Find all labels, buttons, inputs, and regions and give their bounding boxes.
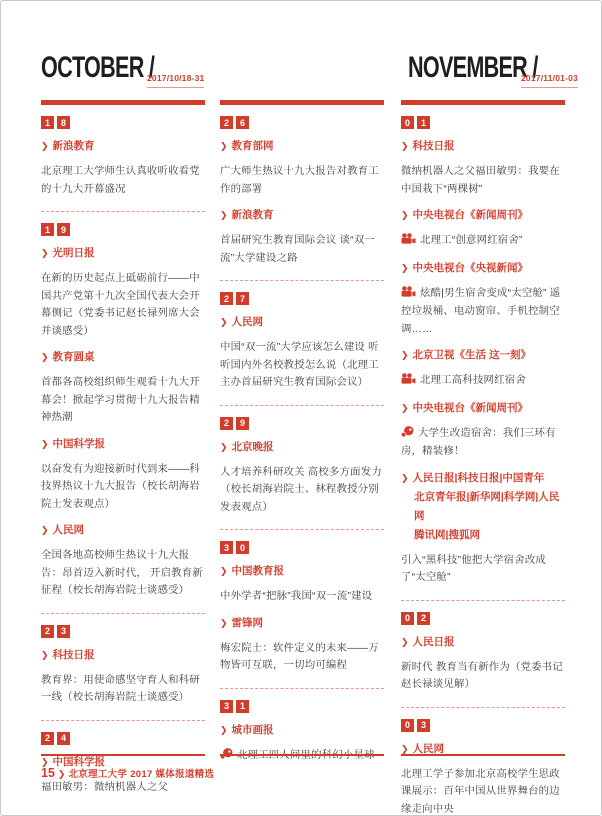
source-name: 科技日报 — [412, 140, 455, 152]
news-item — [41, 244, 205, 340]
item-headline — [401, 372, 565, 391]
month-title-november: NOVEMBER / — [408, 51, 538, 84]
footer-title: 北京理工大学 2017 媒体报道精选 — [68, 769, 215, 780]
item-headline — [401, 232, 565, 251]
chevron-icon: ❯ — [401, 350, 409, 360]
chevron-icon: ❯ — [220, 141, 228, 151]
date-digit: 3 — [57, 625, 70, 638]
source-name: 北京卫视《生活 这一刻》 — [412, 349, 531, 361]
item-headline — [220, 464, 384, 517]
source-line — [220, 617, 263, 629]
column-bottom-rule — [41, 754, 205, 756]
date-digit: 2 — [41, 625, 54, 638]
entry-group — [401, 612, 565, 708]
date-digit: 0 — [236, 541, 249, 554]
item-headline — [41, 547, 205, 600]
source-label — [41, 646, 205, 665]
date-badge — [220, 116, 384, 129]
column-content — [41, 116, 205, 809]
date-badge — [41, 625, 205, 638]
news-item — [41, 435, 205, 514]
entry-group — [41, 223, 205, 614]
date-badge — [401, 719, 565, 732]
item-headline — [220, 640, 384, 675]
news-item — [220, 137, 384, 198]
chevron-icon: ❯ — [220, 617, 228, 628]
news-item — [401, 346, 565, 391]
column-content — [401, 116, 565, 816]
date-digit: 2 — [41, 732, 54, 745]
chevron-icon: ❯ — [41, 756, 49, 767]
column-top-rule — [41, 100, 205, 105]
source-name: 人民网 — [231, 316, 264, 328]
headline-text: 新时代 教育当有新作为（党委书记赵长禄谈见解） — [401, 661, 563, 690]
item-headline — [401, 659, 565, 694]
source-label — [401, 399, 565, 418]
source-label — [41, 521, 205, 540]
headline-text: 在新的历史起点上砥砺前行——中国共产党第十九次全国代表大会开幕侧记（党委书记赵长禄列席大会并谈感受） — [41, 273, 200, 337]
source-line — [220, 441, 274, 453]
news-item — [41, 521, 205, 600]
item-headline — [220, 232, 384, 267]
chevron-icon: ❯ — [401, 402, 409, 413]
source-label — [401, 346, 565, 365]
chevron-icon: ❯ — [57, 769, 66, 779]
date-digit: 0 — [401, 719, 414, 732]
date-badge — [220, 700, 384, 713]
item-headline — [401, 552, 565, 587]
news-column-october-2 — [220, 100, 384, 778]
headline-text: 福田敏男：微纳机器人之父 — [41, 781, 169, 793]
item-headline — [401, 285, 565, 339]
news-item — [220, 614, 384, 675]
date-badge — [41, 116, 205, 129]
source-name: 人民日报|科技日报|中国青年 — [412, 471, 545, 484]
news-item — [41, 348, 205, 427]
chevron-icon: ❯ — [41, 525, 49, 535]
date-digit: 1 — [236, 700, 249, 713]
date-badge — [401, 612, 565, 625]
column-bottom-rule — [401, 754, 565, 756]
news-item — [401, 259, 565, 339]
source-label — [220, 206, 384, 225]
news-item — [220, 721, 384, 766]
source-line — [401, 472, 544, 484]
source-label — [401, 633, 565, 652]
source-name: 科技日报 — [52, 648, 95, 661]
chevron-icon: ❯ — [41, 248, 49, 258]
source-line — [220, 724, 274, 736]
news-item — [401, 740, 565, 816]
source-name: 教育部网 — [231, 140, 274, 152]
source-line — [401, 262, 528, 274]
source-line — [41, 247, 95, 259]
item-headline — [220, 339, 384, 392]
chevron-icon: ❯ — [401, 262, 409, 273]
source-name: 人民网 — [412, 742, 445, 755]
column-top-rule — [401, 100, 565, 105]
month-date-range-october: 2017/10/18-31 — [147, 73, 204, 88]
headline-text: 中外学者“把脉”我国“双一流”建设 — [220, 591, 373, 602]
item-headline — [401, 766, 565, 816]
date-badge — [41, 223, 205, 236]
source-label — [401, 469, 565, 545]
date-digit: 3 — [220, 700, 233, 713]
chat-bubble-icon — [220, 748, 233, 766]
item-headline — [401, 163, 565, 198]
date-digit: 7 — [236, 292, 249, 305]
source-name: 光明日报 — [52, 247, 95, 259]
news-item — [401, 206, 565, 251]
date-digit: 9 — [57, 223, 70, 236]
chevron-icon: ❯ — [41, 649, 49, 660]
date-digit: 1 — [41, 116, 54, 129]
headline-text: 首都各高校组织师生观看十九大开幕会！掀起学习贯彻十九大报告精神热潮 — [41, 377, 200, 423]
date-badge — [41, 732, 205, 745]
month-title-october: OCTOBER / — [41, 51, 155, 84]
source-line — [401, 402, 528, 414]
source-label — [220, 438, 384, 457]
source-line — [401, 209, 528, 221]
date-badge — [220, 292, 384, 305]
item-headline — [41, 163, 205, 198]
chevron-icon: ❯ — [220, 441, 228, 452]
entry-group — [220, 700, 384, 779]
entry-group — [220, 116, 384, 281]
source-label — [41, 435, 205, 454]
column-top-rule — [220, 100, 384, 105]
source-name: 中央电视台《新闻周刊》 — [412, 401, 529, 414]
source-label — [220, 614, 384, 633]
headline-text: 北京理工大学师生认真收听收看党的十九大开幕盛况 — [41, 166, 200, 195]
item-headline — [41, 374, 205, 427]
news-item — [220, 562, 384, 606]
source-name: 北京晚报 — [231, 440, 274, 453]
source-line — [41, 649, 95, 661]
source-name: 中央电视台《新闻周刊》 — [412, 209, 529, 221]
source-line — [41, 351, 95, 363]
page-number: 15 — [41, 766, 55, 780]
headline-text: 中国“双一流”大学应该怎么建设 听听国内外名校教授怎么说（北理工主办首届研究生教育国际会议） — [220, 342, 379, 388]
news-item — [401, 399, 565, 461]
source-line — [41, 524, 84, 536]
date-digit: 3 — [417, 719, 430, 732]
chevron-icon: ❯ — [401, 141, 409, 151]
headline-text: 广大师生热议十九大报告对教育工作的部署 — [220, 166, 379, 195]
video-camera-icon — [401, 373, 416, 391]
source-line — [41, 438, 105, 450]
source-name: 城市画报 — [231, 723, 274, 736]
source-name: 中央电视台《央视新闻》 — [412, 261, 529, 274]
item-headline — [401, 425, 565, 461]
source-line — [401, 743, 444, 755]
source-line — [41, 140, 95, 152]
chevron-icon: ❯ — [401, 210, 409, 220]
chevron-icon: ❯ — [220, 566, 228, 576]
chevron-icon: ❯ — [220, 317, 228, 327]
date-digit: 3 — [220, 541, 233, 554]
source-name: 人民网 — [52, 524, 85, 536]
chevron-icon: ❯ — [401, 743, 409, 754]
news-item — [41, 137, 205, 198]
item-headline — [220, 588, 384, 606]
item-headline — [41, 461, 205, 514]
chat-bubble-icon — [401, 426, 414, 444]
source-label — [220, 721, 384, 740]
source-name: 教育圆桌 — [52, 351, 95, 363]
source-label — [220, 313, 384, 332]
headline-text: 北理工学子参加北京高校学生思政课展示：百年中国从世界舞台的边缘走向中央 — [401, 768, 560, 815]
date-digit: 2 — [220, 292, 233, 305]
news-item — [220, 438, 384, 517]
source-line — [220, 316, 263, 328]
source-label — [220, 562, 384, 581]
headline-text: 全国各地高校师生热议十九大报告：昂首迈入新时代， 开启教育新征程（校长胡海岩院士谈感受） — [41, 550, 203, 596]
date-digit: 1 — [41, 223, 54, 236]
month-date-range-november: 2017/11/01-03 — [521, 73, 578, 88]
date-badge — [401, 116, 565, 129]
month-header-november — [408, 51, 588, 93]
source-label — [41, 244, 205, 263]
date-digit: 0 — [401, 116, 414, 129]
item-headline — [41, 270, 205, 340]
date-digit: 1 — [417, 116, 430, 129]
date-digit: 2 — [417, 612, 430, 625]
headline-text: 梅宏院士：软件定义的未来——万物皆可互联，一切均可编程 — [220, 642, 379, 671]
news-item — [220, 313, 384, 392]
entry-group — [401, 116, 565, 601]
entry-group — [41, 116, 205, 212]
date-digit: 9 — [236, 417, 249, 430]
video-camera-icon — [401, 233, 416, 251]
headline-text: 北理工“创意网红宿舍” — [420, 235, 523, 246]
source-label — [220, 137, 384, 156]
headline-text: 以奋发有为迎接新时代到来——科技界热议十九大报告（校长胡海岩院士发表观点） — [41, 463, 200, 510]
source-line — [401, 140, 455, 152]
source-name: 北京青年报|新华网|科学网|人民网 — [414, 490, 560, 522]
source-line — [401, 636, 455, 648]
month-header-october — [41, 51, 381, 93]
source-name: 新浪教育 — [231, 209, 274, 221]
source-line — [401, 349, 531, 361]
source-label — [401, 206, 565, 225]
chevron-icon: ❯ — [220, 210, 228, 220]
date-digit: 8 — [57, 116, 70, 129]
entry-group — [220, 292, 384, 406]
source-line — [220, 565, 284, 577]
column-bottom-rule — [220, 754, 384, 756]
news-column-november — [401, 100, 565, 816]
entry-group — [401, 719, 565, 816]
headline-text: 引入“黑科技”他把大学宿舍改成了“太空舱” — [401, 554, 546, 583]
date-badge — [220, 417, 384, 430]
news-item — [401, 633, 565, 694]
source-label — [401, 137, 565, 156]
news-item — [401, 469, 565, 587]
source-line — [220, 209, 274, 221]
news-item — [41, 646, 205, 707]
date-digit: 0 — [401, 612, 414, 625]
news-column-october-1 — [41, 100, 205, 809]
headline-text: 北理工高科技网红宿舍 — [420, 375, 526, 386]
date-digit: 2 — [220, 116, 233, 129]
headline-text: 人才培养科研攻关 高校多方面发力（校长胡海岩院士、林程教授分别发表观点） — [220, 466, 382, 513]
chevron-icon: ❯ — [41, 352, 49, 362]
entry-group — [220, 541, 384, 689]
item-headline — [41, 672, 205, 707]
source-label — [41, 348, 205, 367]
page-footer — [41, 764, 214, 782]
entry-group — [41, 625, 205, 721]
source-line — [220, 140, 274, 152]
source-name: 腾讯网|搜狐网 — [414, 528, 480, 541]
news-item — [401, 137, 565, 198]
date-digit: 6 — [236, 116, 249, 129]
source-name: 人民日报 — [412, 635, 455, 648]
source-name: 中国科学报 — [52, 437, 106, 450]
item-headline — [220, 163, 384, 198]
date-badge — [220, 541, 384, 554]
chevron-icon: ❯ — [41, 438, 49, 449]
chevron-icon: ❯ — [41, 141, 49, 151]
column-content — [220, 116, 384, 778]
entry-group — [220, 417, 384, 531]
source-name: 中国科学报 — [52, 755, 106, 768]
headline-text: 炫酷|男生宿舍变成“太空舱” 遥控垃圾桶、电动窗帘、手机控制空调…… — [401, 287, 561, 335]
source-name: 新浪教育 — [52, 140, 95, 152]
source-name: 雷锋网 — [231, 616, 264, 629]
source-label — [401, 259, 565, 278]
chevron-icon: ❯ — [401, 636, 409, 647]
chevron-icon: ❯ — [401, 472, 409, 483]
source-name: 中国教育报 — [231, 565, 285, 577]
headline-text: 微纳机器人之父福田敏男：我要在中国栽下“两棵树” — [401, 166, 560, 195]
headline-text: 教育界：用使命感坚守育人和科研一线（校长胡海岩院士谈感受） — [41, 674, 200, 703]
date-digit: 4 — [57, 732, 70, 745]
news-item — [220, 206, 384, 267]
headline-text: 首届研究生教育国际会议 谈“双一流”大学建设之路 — [220, 235, 376, 264]
headline-text: 大学生改造宿舍：我们三环有房，精装修！ — [401, 427, 556, 457]
date-digit: 2 — [220, 417, 233, 430]
video-camera-icon — [401, 286, 416, 304]
chevron-icon: ❯ — [220, 724, 228, 735]
source-label — [41, 137, 205, 156]
